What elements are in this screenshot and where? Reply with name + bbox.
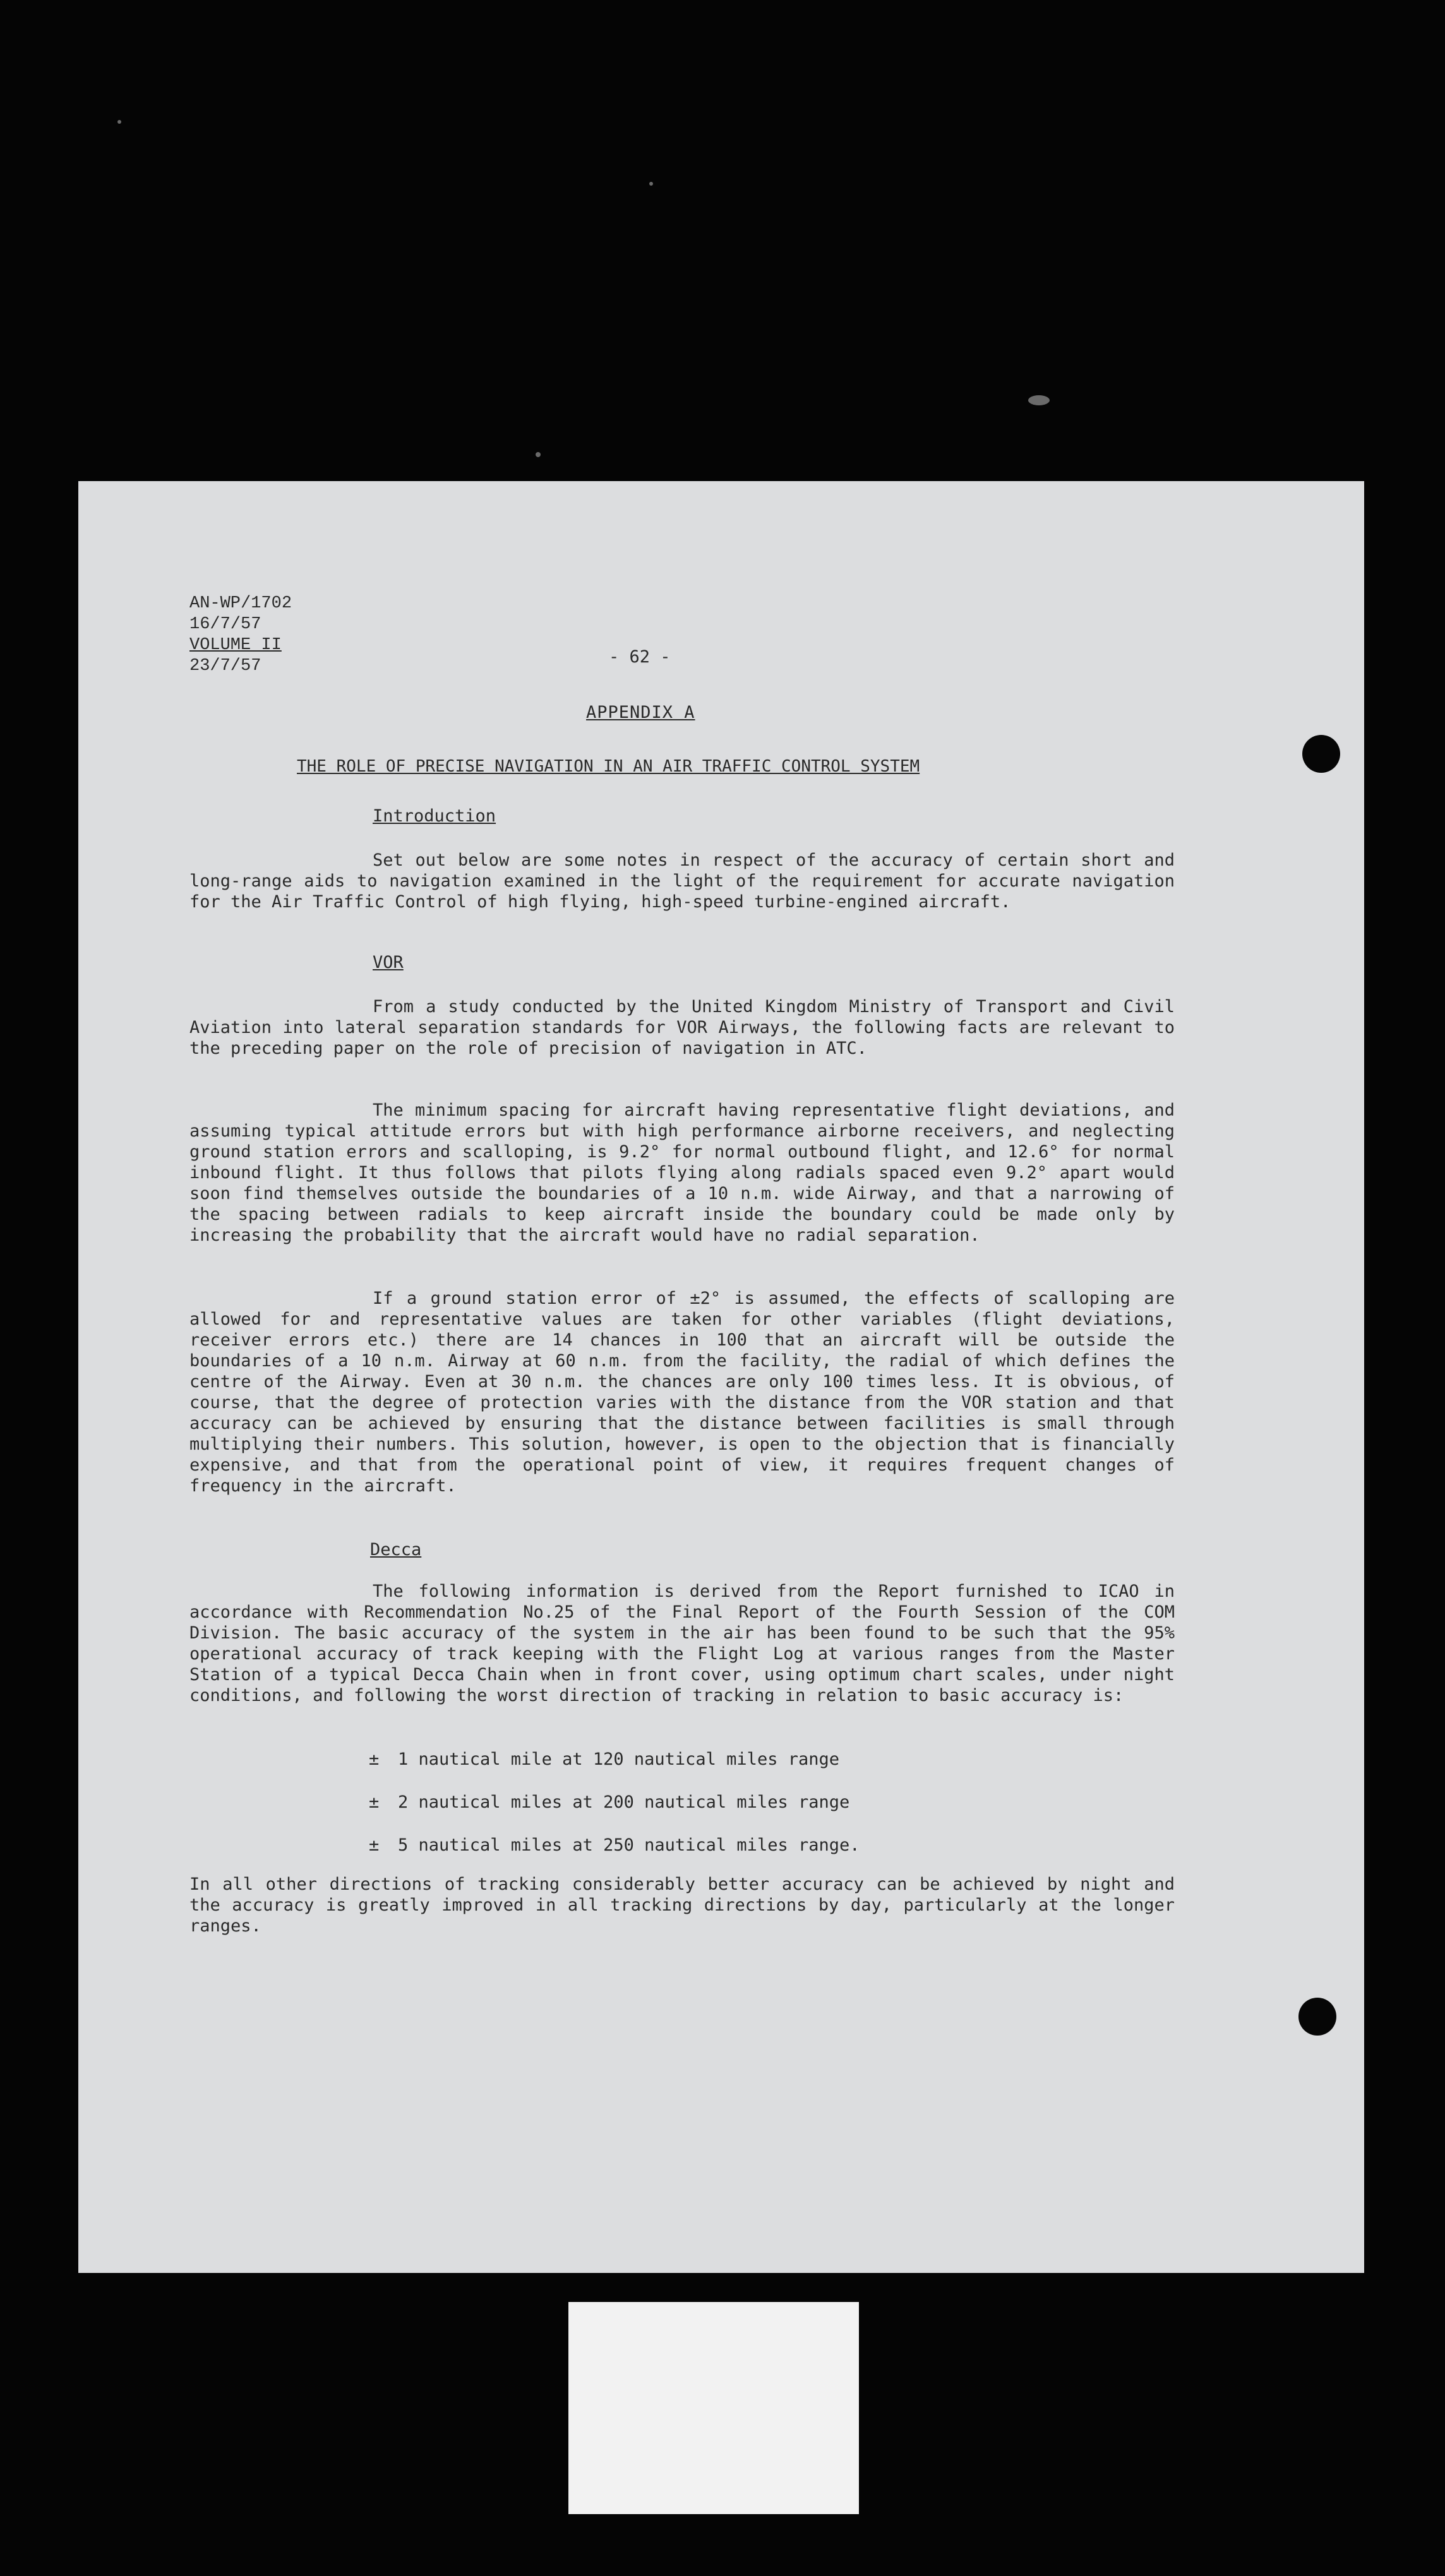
accuracy-list-item-text: 2 nautical miles at 200 nautical miles range [398, 1792, 850, 1812]
dust-speck [117, 120, 121, 124]
dust-speck [536, 452, 541, 457]
vor-paragraph-1: From a study conducted by the United Kingdom Ministry of Transport and Civil Aviation into lateral separation standards for VOR Airways, the following facts are relevant to the preceding paper on the role of precision of navigation in ATC. [189, 997, 1175, 1058]
accuracy-list-item-text: 1 nautical mile at 120 nautical miles range [398, 1750, 839, 1769]
document-date-revised: 23/7/57 [189, 657, 261, 676]
section-heading-introduction: Introduction [373, 806, 496, 826]
plus-minus-symbol: ± [369, 1792, 380, 1812]
punch-hole [1302, 735, 1340, 773]
dust-speck [1028, 395, 1050, 405]
document-title: THE ROLE OF PRECISE NAVIGATION IN AN AIR TRAFFIC CONTROL SYSTEM [297, 757, 920, 776]
plus-minus-symbol: ± [369, 1750, 380, 1769]
section-heading-decca: Decca [370, 1540, 422, 1559]
document-reference: AN-WP/1702 [189, 594, 292, 613]
accuracy-list-item-text: 5 nautical miles at 250 nautical miles range. [398, 1835, 860, 1855]
accuracy-list-item [369, 1792, 849, 1813]
appendix-label: APPENDIX A [586, 703, 695, 722]
paper-slip [568, 2302, 859, 2514]
vor-paragraph-2: The minimum spacing for aircraft having representative flight deviations, and assuming typical attitude errors but with high performance airborne receivers, and neglecting ground station errors and scalloping, is 9.2° for normal outbound flight, and 12.6° for normal inbound flight. It thus follows that pilots flying along radials spaced even 9.2° apart would soon find themselves outside the boundaries of a 10 n.m. wide Airway, and that a narrowing of the spacing between radials to keep aircraft inside the boundary could be made only by increasing the probability that the aircraft would have no radial separation. [189, 1100, 1175, 1245]
document-date: 16/7/57 [189, 615, 261, 634]
page-number: - 62 - [609, 647, 671, 667]
decca-paragraph-2: In all other directions of tracking considerably better accuracy can be achieved by night and the accuracy is greatly improved in all tracking directions by day, particularly at the longer ranges. [189, 1875, 1175, 1936]
decca-paragraph-1: The following information is derived from the Report furnished to ICAO in accordance with Recommendation No.25 of the Final Report of the Fourth Session of the COM Division. The basic accuracy of the system in the air has been found to be such that the 95% operational accuracy of track keeping with the Flight Log at various ranges from the Master Station of a typical Decca Chain when in front cover, using optimum chart scales, under night conditions, and following the worst direction of tracking in relation to basic accuracy is: [189, 1582, 1175, 1705]
vor-paragraph-3: If a ground station error of ±2° is assumed, the effects of scalloping are allowed for and representative values are taken for other variables (flight deviations, receiver errors etc.) there are 14 chances in 100 that an aircraft will be outside the boundaries of a 10 n.m. Airway at 60 n.m. from the facility, the radial of which defines the centre of the Airway. Even at 30 n.m. the chances are only 100 times less. It is obvious, of course, that the degree of protection varies with the distance from the VOR station and that accuracy can be achieved by ensuring that the distance between facilities is small through multiplying their numbers. This solution, however, is open to the objection that is financially expensive, and that from the operational point of view, it requires frequent changes of frequency in the aircraft. [189, 1289, 1175, 1496]
accuracy-list-item [369, 1835, 860, 1856]
section-heading-vor: VOR [373, 953, 404, 972]
document-header [189, 593, 442, 677]
introduction-paragraph: Set out below are some notes in respect of the accuracy of certain short and long-range aids to navigation examined in the light of the requirement for accurate navigation for the Air Traffic Control of high flying, high-speed turbine-engined aircraft. [189, 850, 1175, 912]
dust-speck [649, 182, 653, 186]
plus-minus-symbol: ± [369, 1835, 380, 1855]
accuracy-list-item [369, 1749, 839, 1770]
document-volume: VOLUME II [189, 636, 282, 655]
punch-hole [1298, 1998, 1336, 2036]
document-page [78, 481, 1364, 2273]
